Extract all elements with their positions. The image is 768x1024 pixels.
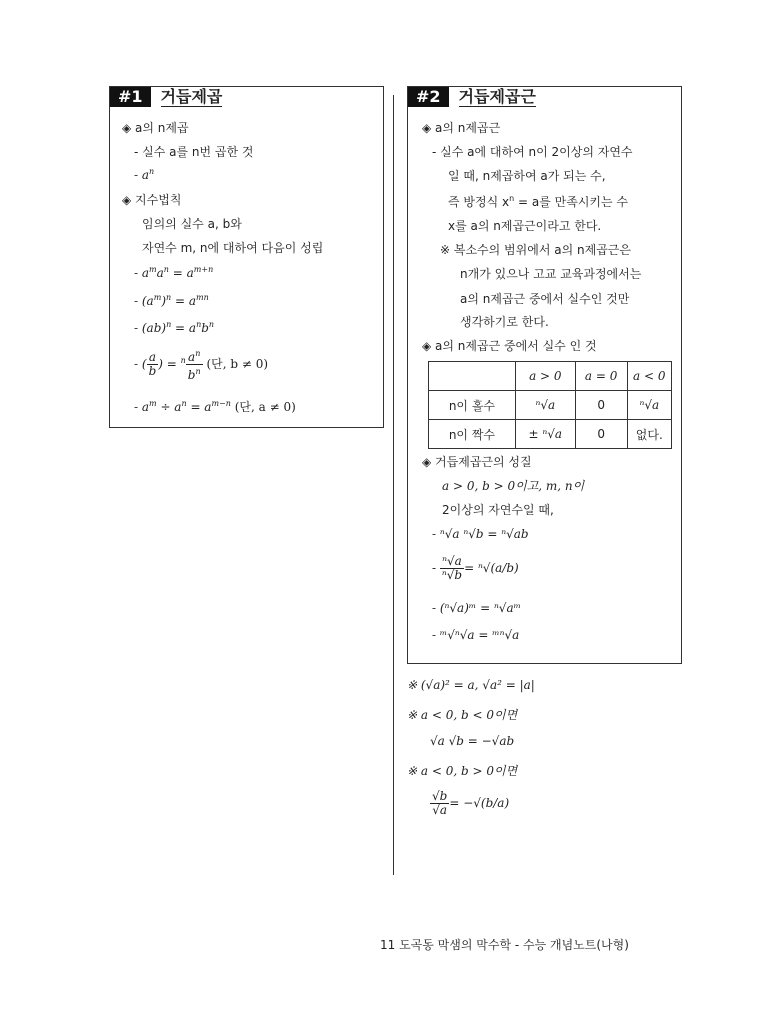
box-power-title: 거듭제곱	[160, 86, 223, 106]
box-power-badge: #1	[110, 87, 151, 107]
table-cell: 0	[575, 420, 627, 449]
table-row	[429, 420, 672, 449]
exponent-law-cond1: 임의의 실수 a, b와	[142, 217, 242, 231]
table-cell: ± ⁿ√a	[515, 420, 575, 449]
exponent-law-heading: ◈ 지수법칙	[122, 193, 182, 207]
box-power	[109, 86, 384, 428]
root-property-2: - $\frac{\text{ⁿ√a}}{\text{ⁿ√b}}$ = ⁿ√(a/b)	[432, 554, 519, 582]
law-product: - $a^ma^n = a^{m+n}$	[134, 265, 214, 280]
column-divider	[393, 95, 394, 875]
table-cell: n이 짝수	[429, 420, 516, 449]
note-mixed-sign: ※ a < 0, b > 0이면	[407, 764, 518, 778]
real-root-table	[428, 361, 672, 449]
power-def-formula: - $a^n$	[134, 167, 155, 182]
root-def-1: - 실수 a에 대하여 n이 2이상의 자연수	[432, 145, 633, 159]
root-def-2: 일 때, n제곱하여 a가 되는 수,	[448, 169, 606, 183]
root-property-cond-1: a > 0, b > 0이고, m, n이	[442, 479, 585, 493]
table-cell: ⁿ√a	[627, 391, 671, 420]
root-def-heading: ◈ a의 n제곱근	[422, 121, 501, 135]
note-mixed-sign-formula: $\frac{√b}{√a}$ = −√(b/a)	[432, 789, 510, 817]
table-cell: a = 0	[575, 362, 627, 391]
law-quotient-power: - ( $\frac{a}{b}$ ) = $^n$ $\frac{a^n}{b^n}$ (단, b ≠ 0)	[134, 349, 269, 382]
box-root	[407, 86, 682, 664]
table-row	[429, 391, 672, 420]
box-root-title: 거듭제곱근	[458, 86, 536, 106]
complex-note-3: a의 n제곱근 중에서 실수인 것만	[460, 292, 630, 306]
root-property-4: - ᵐ√ⁿ√a = ᵐⁿ√a	[432, 628, 520, 642]
note-sqrt-square: ※ (√a)² = a, √a² = |a|	[407, 678, 535, 692]
page-footer: 11 도곡동 막샘의 막수학 - 수능 개념노트(나형)	[380, 938, 629, 952]
complex-note-2: n개가 있으나 고교 교육과정에서는	[460, 267, 642, 281]
table-cell: ⁿ√a	[515, 391, 575, 420]
table-cell: n이 홀수	[429, 391, 516, 420]
box-root-header	[408, 87, 536, 107]
box-root-badge: #2	[408, 87, 449, 107]
table-cell: 0	[575, 391, 627, 420]
complex-note-4: 생각하기로 한다.	[460, 315, 549, 329]
complex-note-1: ※ 복소수의 범위에서 a의 n제곱근은	[440, 243, 631, 257]
root-property-heading: ◈ 거듭제곱근의 성질	[422, 455, 532, 469]
table-cell: 없다.	[627, 420, 671, 449]
root-property-1: - ⁿ√a ⁿ√b = ⁿ√ab	[432, 527, 529, 541]
table-cell: a > 0	[515, 362, 575, 391]
table-cell	[429, 362, 516, 391]
note-both-negative-formula: √a √b = −√ab	[430, 734, 515, 748]
law-division: - $a^m \div a^n = a^{m-n}$ (단, a ≠ 0)	[134, 399, 296, 414]
table-row	[429, 362, 672, 391]
root-def-4: x를 a의 n제곱근이라고 한다.	[448, 219, 602, 233]
root-property-3: - (ⁿ√a)ᵐ = ⁿ√aᵐ	[432, 601, 521, 615]
table-cell: a < 0	[627, 362, 671, 391]
root-def-3: 즉 방정식 $x^n = a$를 만족시키는 수	[448, 194, 628, 209]
law-power-of-power: - $(a^m)^n = a^{mn}$	[134, 293, 209, 308]
root-property-cond-2: 2이상의 자연수일 때,	[442, 503, 554, 517]
power-def-text: - 실수 a를 n번 곱한 것	[134, 145, 254, 159]
real-root-heading: ◈ a의 n제곱근 중에서 실수 인 것	[422, 339, 597, 353]
power-def-heading: ◈ a의 n제곱	[122, 121, 189, 135]
exponent-law-cond2: 자연수 m, n에 대하여 다음이 성립	[142, 241, 324, 255]
law-product-power: - $(ab)^n = a^nb^n$	[134, 320, 215, 335]
box-power-header	[110, 87, 222, 107]
note-both-negative: ※ a < 0, b < 0이면	[407, 708, 518, 722]
